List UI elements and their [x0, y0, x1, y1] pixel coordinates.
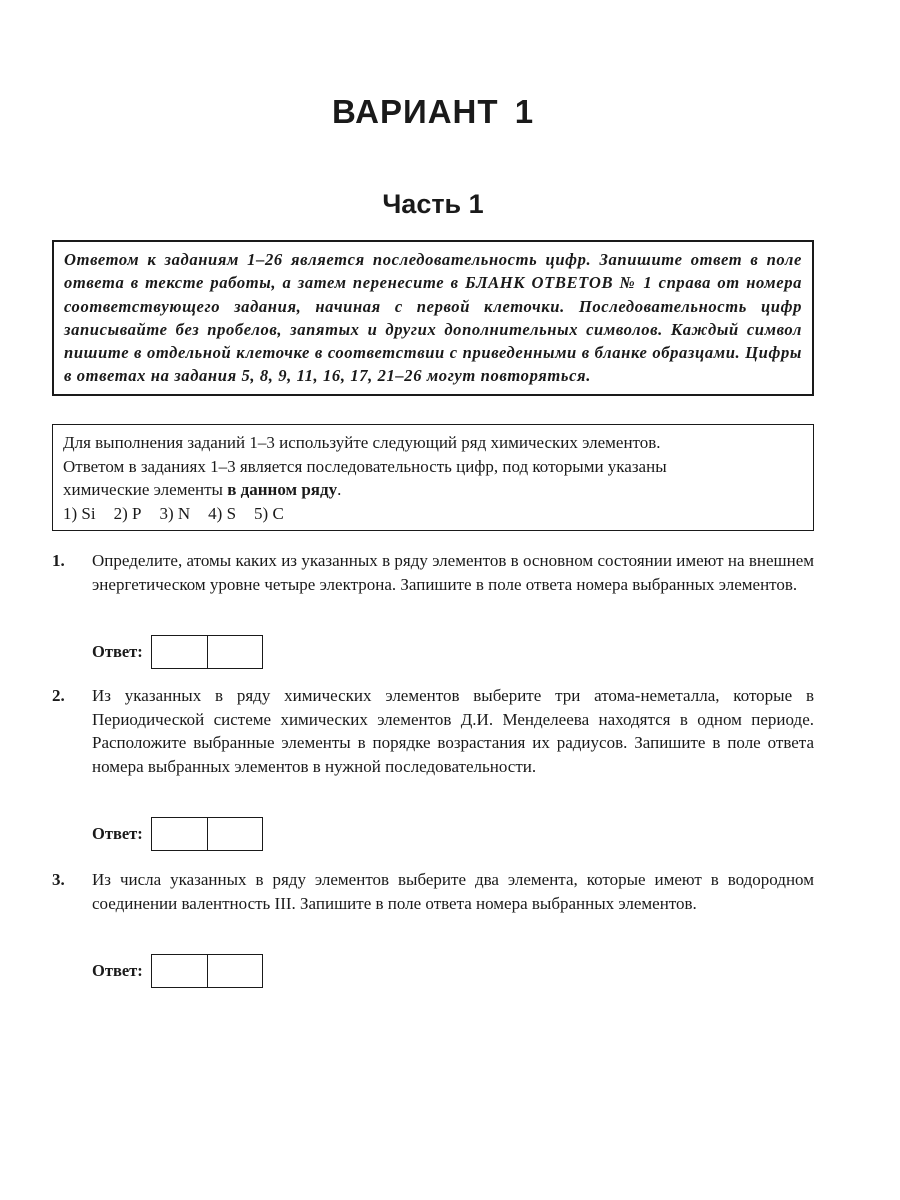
task-number: 2.: [52, 686, 65, 705]
element-item-s: 4) S: [208, 503, 237, 523]
answer-cell-1[interactable]: [152, 636, 207, 668]
task-2: [52, 684, 814, 854]
answer-row: [92, 635, 263, 669]
instruction-box: [52, 240, 814, 396]
task-text: Из числа указанных в ряду элементов выберите два элемента, которые имеют в водородном соединении валентность III. Запишите в поле ответа номера выбранных элементов.: [92, 870, 814, 913]
answer-cell-2[interactable]: [207, 955, 262, 987]
answer-label: Ответ:: [92, 961, 143, 980]
task-text: Из указанных в ряду химических элементов выберите три атома-неметалла, которые в Периодической системе химических элементов Д.И. Менделеева находятся в одном периоде. Расположите выбранные элементы в порядке возрастания их радиусов. Запишите в поле ответа номера выбранных элементов в нужной последовательности.: [92, 686, 814, 776]
answer-field[interactable]: [151, 635, 263, 669]
task-1: [52, 549, 814, 679]
answer-label: Ответ:: [92, 824, 143, 843]
exam-page: [52, 0, 814, 1200]
answer-cell-2[interactable]: [207, 636, 262, 668]
elements-intro-line-3-start: химические элементы: [63, 480, 228, 499]
elements-box: [52, 424, 814, 531]
elements-intro-emphasis: в данном ряду: [227, 480, 338, 499]
task-number: 1.: [52, 551, 65, 570]
part-title: Часть 1: [382, 189, 484, 219]
answer-row: [92, 817, 263, 851]
task-text: Определите, атомы каких из указанных в ряду элементов в основном состоянии имеют на внешнем энергетическом уровне четыре электрона. Запишите в поле ответа номера выбранных элементов.: [92, 551, 814, 594]
answer-cell-2[interactable]: [207, 818, 262, 850]
element-item-si: 1) Si: [63, 503, 96, 523]
answer-field[interactable]: [151, 817, 263, 851]
answer-field[interactable]: [151, 954, 263, 988]
element-list: [63, 502, 803, 526]
task-3: [52, 868, 814, 993]
element-item-c: 5) C: [254, 503, 284, 523]
answer-label: Ответ:: [92, 642, 143, 661]
answer-cell-1[interactable]: [152, 818, 207, 850]
elements-intro-line-3-end: .: [337, 480, 342, 499]
elements-intro-line-3: [63, 478, 803, 502]
elements-intro-line-1: Для выполнения заданий 1–3 используйте следующий ряд химических элементов.: [63, 433, 661, 452]
elements-intro-line-2: Ответом в заданиях 1–3 является последовательность цифр, под которыми указаны: [63, 456, 667, 476]
element-item-p: 2) P: [113, 503, 142, 523]
task-number: 3.: [52, 870, 65, 889]
variant-title: ВАРИАНТ 1: [331, 93, 535, 130]
element-item-n: 3) N: [159, 503, 191, 523]
answer-row: [92, 954, 263, 988]
answer-cell-1[interactable]: [152, 955, 207, 987]
instruction-text: Ответом к заданиям 1–26 является последовательность цифр. Запишите ответ в поле ответа в тексте работы, а затем перенесите в БЛАНК ОТВЕТОВ № 1 справа от номера соответствующего задания, начиная с первой клеточки. Последовательность цифр записывайте без пробелов, запятых и других дополнительных символов. Каждый символ пишите в отдельной клеточке в соответствии с приведенными в бланке образцами. Цифры в ответах на задания 5, 8, 9, 11, 16, 17, 21–26 могут повторяться.: [64, 250, 802, 386]
